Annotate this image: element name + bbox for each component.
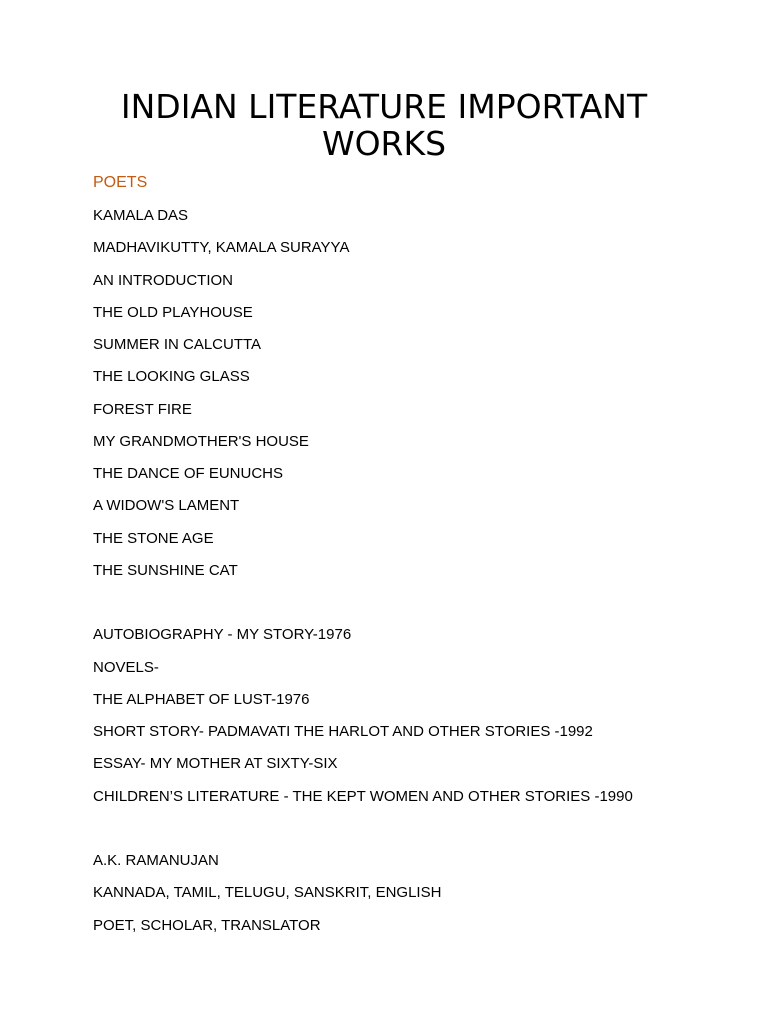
- text-line: SHORT STORY- PADMAVATI THE HARLOT AND OTHER STORIES -1992: [93, 723, 593, 740]
- blank-line: [93, 819, 633, 851]
- text-line: ESSAY- MY MOTHER AT SIXTY-SIX: [93, 755, 338, 773]
- text-line: MY GRANDMOTHER'S HOUSE: [93, 432, 309, 450]
- text-line: A.K. RAMANUJAN: [93, 852, 219, 869]
- text-line: POET, SCHOLAR, TRANSLATOR: [93, 916, 321, 934]
- text-line: NOVELS-: [93, 658, 159, 676]
- text-line: SUMMER IN CALCUTTA: [93, 336, 262, 353]
- text-line: THE OLD PLAYHOUSE: [93, 303, 253, 321]
- text-line: THE LOOKING GLASS: [93, 368, 250, 386]
- text-line: AN INTRODUCTION: [93, 271, 233, 289]
- text-line: FOREST FIRE: [93, 400, 192, 418]
- text-line: A WIDOW'S LAMENT: [93, 497, 240, 515]
- section-heading-poets: POETS: [93, 174, 148, 191]
- text-line: THE ALPHABET OF LUST-1976: [93, 690, 310, 708]
- document-body: [93, 206, 633, 948]
- text-line: MADHAVIKUTTY, KAMALA SURAYYA: [93, 239, 350, 257]
- text-line: THE SUNSHINE CAT: [93, 561, 238, 579]
- document-title: INDIAN LITERATURE IMPORTANT WORKS: [120, 87, 648, 163]
- text-line: THE DANCE OF EUNUCHS: [93, 465, 284, 482]
- text-line: KANNADA, TAMIL, TELUGU, SANSKRIT, ENGLISH: [93, 884, 442, 902]
- text-line: KAMALA DAS: [93, 207, 189, 224]
- text-line: THE STONE AGE: [93, 529, 214, 547]
- text-line: CHILDREN’S LITERATURE - THE KEPT WOMEN AND OTHER STORIES -1990: [93, 787, 633, 805]
- blank-line: [93, 593, 633, 625]
- text-line: AUTOBIOGRAPHY - MY STORY-1976: [93, 626, 352, 644]
